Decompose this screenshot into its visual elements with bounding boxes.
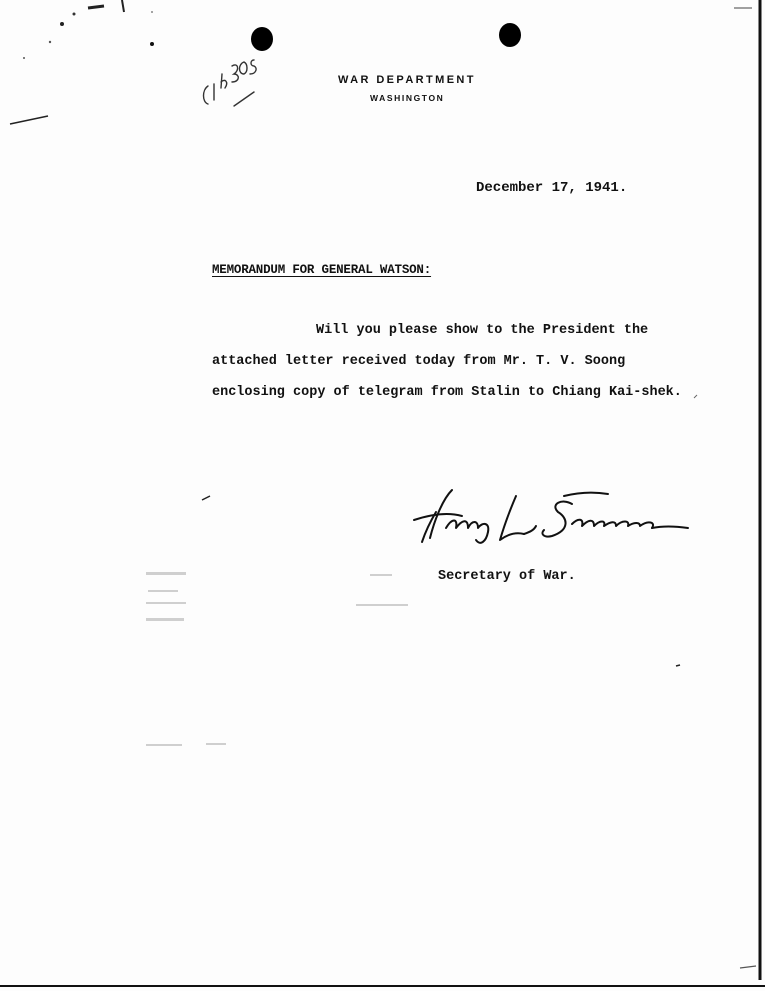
signature-title: Secretary of War. [438, 569, 576, 584]
memo-body-line-1: Will you please show to the President the [316, 323, 649, 338]
memo-body-line-3: enclosing copy of telegram from Stalin to Chiang Kai-shek. [212, 385, 682, 400]
memo-body-line-2: attached letter received today from Mr. T. V. Soong [212, 354, 626, 369]
letterhead-department: WAR DEPARTMENT [338, 74, 476, 86]
handwritten-signature [412, 482, 692, 552]
memo-date: December 17, 1941. [476, 180, 628, 196]
memo-heading: MEMORANDUM FOR GENERAL WATSON: [212, 263, 432, 277]
handwritten-file-number [194, 44, 274, 114]
letterhead-city: WASHINGTON [370, 93, 445, 103]
punch-hole-right [499, 23, 521, 47]
